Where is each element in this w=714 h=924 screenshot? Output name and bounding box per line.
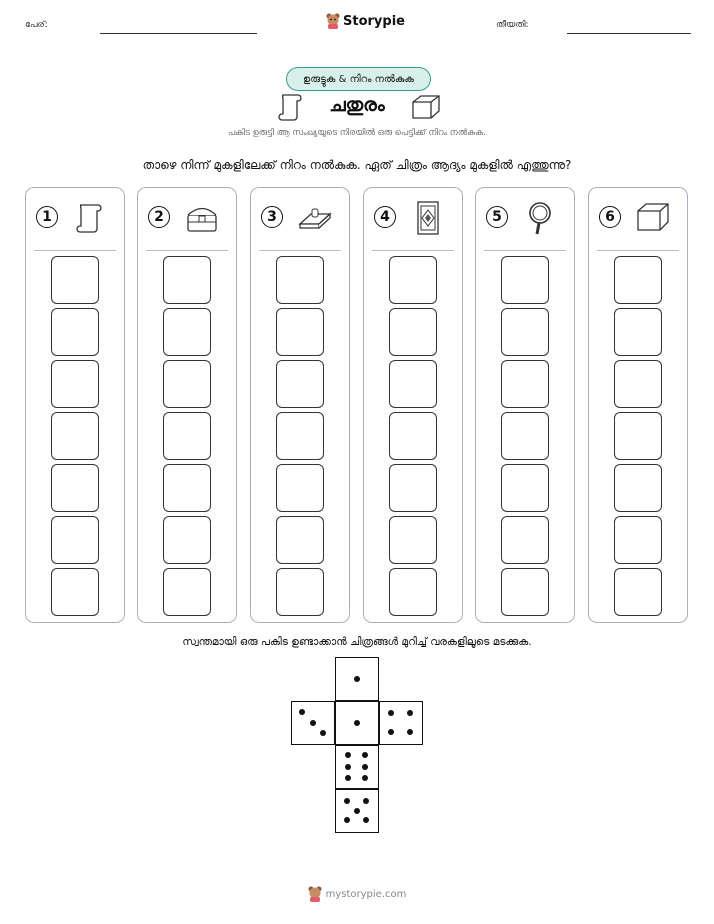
column-number: 2 bbox=[148, 206, 170, 228]
divider bbox=[484, 250, 566, 251]
color-box[interactable] bbox=[51, 412, 99, 460]
dice-pip bbox=[388, 729, 394, 735]
name-label: പേര്: bbox=[25, 20, 48, 30]
color-box[interactable] bbox=[389, 464, 437, 512]
divider bbox=[597, 250, 679, 251]
color-box[interactable] bbox=[614, 516, 662, 564]
dice-pip bbox=[345, 775, 351, 781]
bear-icon bbox=[326, 13, 340, 29]
color-box[interactable] bbox=[51, 308, 99, 356]
column-1 bbox=[25, 187, 125, 623]
column-5 bbox=[475, 187, 575, 623]
dice-face-6 bbox=[335, 745, 379, 789]
column-header bbox=[476, 200, 574, 240]
column-header bbox=[251, 200, 349, 240]
divider bbox=[34, 250, 116, 251]
dice-pip bbox=[345, 764, 351, 770]
color-box[interactable] bbox=[501, 256, 549, 304]
color-box[interactable] bbox=[614, 308, 662, 356]
color-box[interactable] bbox=[51, 256, 99, 304]
stamp-icon bbox=[297, 200, 333, 236]
color-box[interactable] bbox=[276, 464, 324, 512]
scroll-icon bbox=[72, 200, 108, 236]
color-box[interactable] bbox=[51, 360, 99, 408]
brand-logo bbox=[326, 13, 405, 29]
color-box[interactable] bbox=[501, 360, 549, 408]
dice-pip bbox=[354, 808, 360, 814]
color-box[interactable] bbox=[163, 360, 211, 408]
color-box[interactable] bbox=[276, 308, 324, 356]
color-box[interactable] bbox=[276, 256, 324, 304]
cube-icon bbox=[635, 200, 671, 236]
column-6 bbox=[588, 187, 688, 623]
color-box[interactable] bbox=[276, 412, 324, 460]
dice-pip bbox=[354, 720, 360, 726]
dice-pip bbox=[345, 752, 351, 758]
net-instruction: സ്വന്തമായി ഒരു പകിട ഉണ്ടാക്കാൻ ചിത്രങ്ങൾ മുറിച്ച് വരകളിലൂടെ മടക്കുക. bbox=[182, 636, 532, 648]
footer-url[interactable]: mystorypie.com bbox=[325, 888, 407, 900]
color-box[interactable] bbox=[389, 568, 437, 616]
treasure-chest-icon bbox=[184, 200, 220, 236]
dice-pip bbox=[354, 676, 360, 682]
dice-pip bbox=[388, 710, 394, 716]
column-header bbox=[138, 200, 236, 240]
color-box[interactable] bbox=[163, 464, 211, 512]
page-title: ചതുരം bbox=[329, 94, 385, 116]
column-number: 1 bbox=[36, 206, 58, 228]
color-box[interactable] bbox=[163, 516, 211, 564]
column-3 bbox=[250, 187, 350, 623]
dice-pip bbox=[362, 752, 368, 758]
dice-pip bbox=[362, 764, 368, 770]
dice-pip bbox=[344, 817, 350, 823]
color-box[interactable] bbox=[276, 568, 324, 616]
color-box[interactable] bbox=[501, 464, 549, 512]
divider bbox=[146, 250, 228, 251]
subtitle: പകിട ഉരുട്ടി ആ സംഖ്യയുടെ നിരയിൽ ഒരു പെട്ടിക്ക് നിറം നൽകുക. bbox=[228, 128, 486, 138]
dice-face-5 bbox=[335, 789, 379, 833]
activity-badge: ഉരുട്ടുക & നിറം നൽകുക bbox=[286, 67, 431, 91]
color-box[interactable] bbox=[389, 412, 437, 460]
dice-pip bbox=[362, 775, 368, 781]
divider bbox=[259, 250, 341, 251]
color-box[interactable] bbox=[389, 256, 437, 304]
dice-pip bbox=[407, 710, 413, 716]
magnifying-glass-icon bbox=[522, 200, 558, 236]
dice-face-1 bbox=[335, 657, 379, 701]
color-box[interactable] bbox=[163, 568, 211, 616]
date-field[interactable] bbox=[567, 33, 691, 34]
column-number: 3 bbox=[261, 206, 283, 228]
column-number: 5 bbox=[486, 206, 508, 228]
color-box[interactable] bbox=[389, 360, 437, 408]
color-box[interactable] bbox=[51, 464, 99, 512]
color-box[interactable] bbox=[51, 516, 99, 564]
dice-pip bbox=[310, 720, 316, 726]
date-label: തീയതി: bbox=[496, 20, 529, 30]
dice-pip bbox=[344, 798, 350, 804]
divider bbox=[372, 250, 454, 251]
color-box[interactable] bbox=[276, 516, 324, 564]
color-box[interactable] bbox=[501, 308, 549, 356]
color-box[interactable] bbox=[163, 256, 211, 304]
rug-icon bbox=[410, 200, 446, 236]
color-box[interactable] bbox=[614, 568, 662, 616]
column-header bbox=[26, 200, 124, 240]
column-header bbox=[364, 200, 462, 240]
color-box[interactable] bbox=[163, 308, 211, 356]
dice-pip bbox=[299, 709, 305, 715]
color-box[interactable] bbox=[501, 568, 549, 616]
color-box[interactable] bbox=[389, 516, 437, 564]
column-number: 6 bbox=[599, 206, 621, 228]
column-2 bbox=[137, 187, 237, 623]
column-header bbox=[589, 200, 687, 240]
dice-pip bbox=[363, 817, 369, 823]
dice-pip bbox=[363, 798, 369, 804]
column-number: 4 bbox=[374, 206, 396, 228]
bear-icon bbox=[308, 886, 322, 902]
color-box[interactable] bbox=[276, 360, 324, 408]
color-box[interactable] bbox=[614, 256, 662, 304]
dice-face-3 bbox=[291, 701, 335, 745]
name-field[interactable] bbox=[100, 33, 257, 34]
instruction: താഴെ നിന്ന് മുകളിലേക്ക് നിറം നൽകുക. ഏത് ചിത്രം ആദ്യം മുകളിൽ എത്തുന്നു? bbox=[142, 158, 572, 172]
dice-pip bbox=[407, 729, 413, 735]
cube-icon bbox=[410, 93, 442, 121]
color-box[interactable] bbox=[501, 412, 549, 460]
footer bbox=[0, 886, 714, 902]
color-box[interactable] bbox=[501, 516, 549, 564]
dice-face-1 bbox=[335, 701, 379, 745]
dice-pip bbox=[320, 730, 326, 736]
color-box[interactable] bbox=[163, 412, 211, 460]
brand-name: Storypie bbox=[343, 13, 405, 29]
color-box[interactable] bbox=[614, 464, 662, 512]
column-4 bbox=[363, 187, 463, 623]
color-box[interactable] bbox=[51, 568, 99, 616]
color-box[interactable] bbox=[389, 308, 437, 356]
color-box[interactable] bbox=[614, 360, 662, 408]
color-box[interactable] bbox=[614, 412, 662, 460]
dice-face-4 bbox=[379, 701, 423, 745]
